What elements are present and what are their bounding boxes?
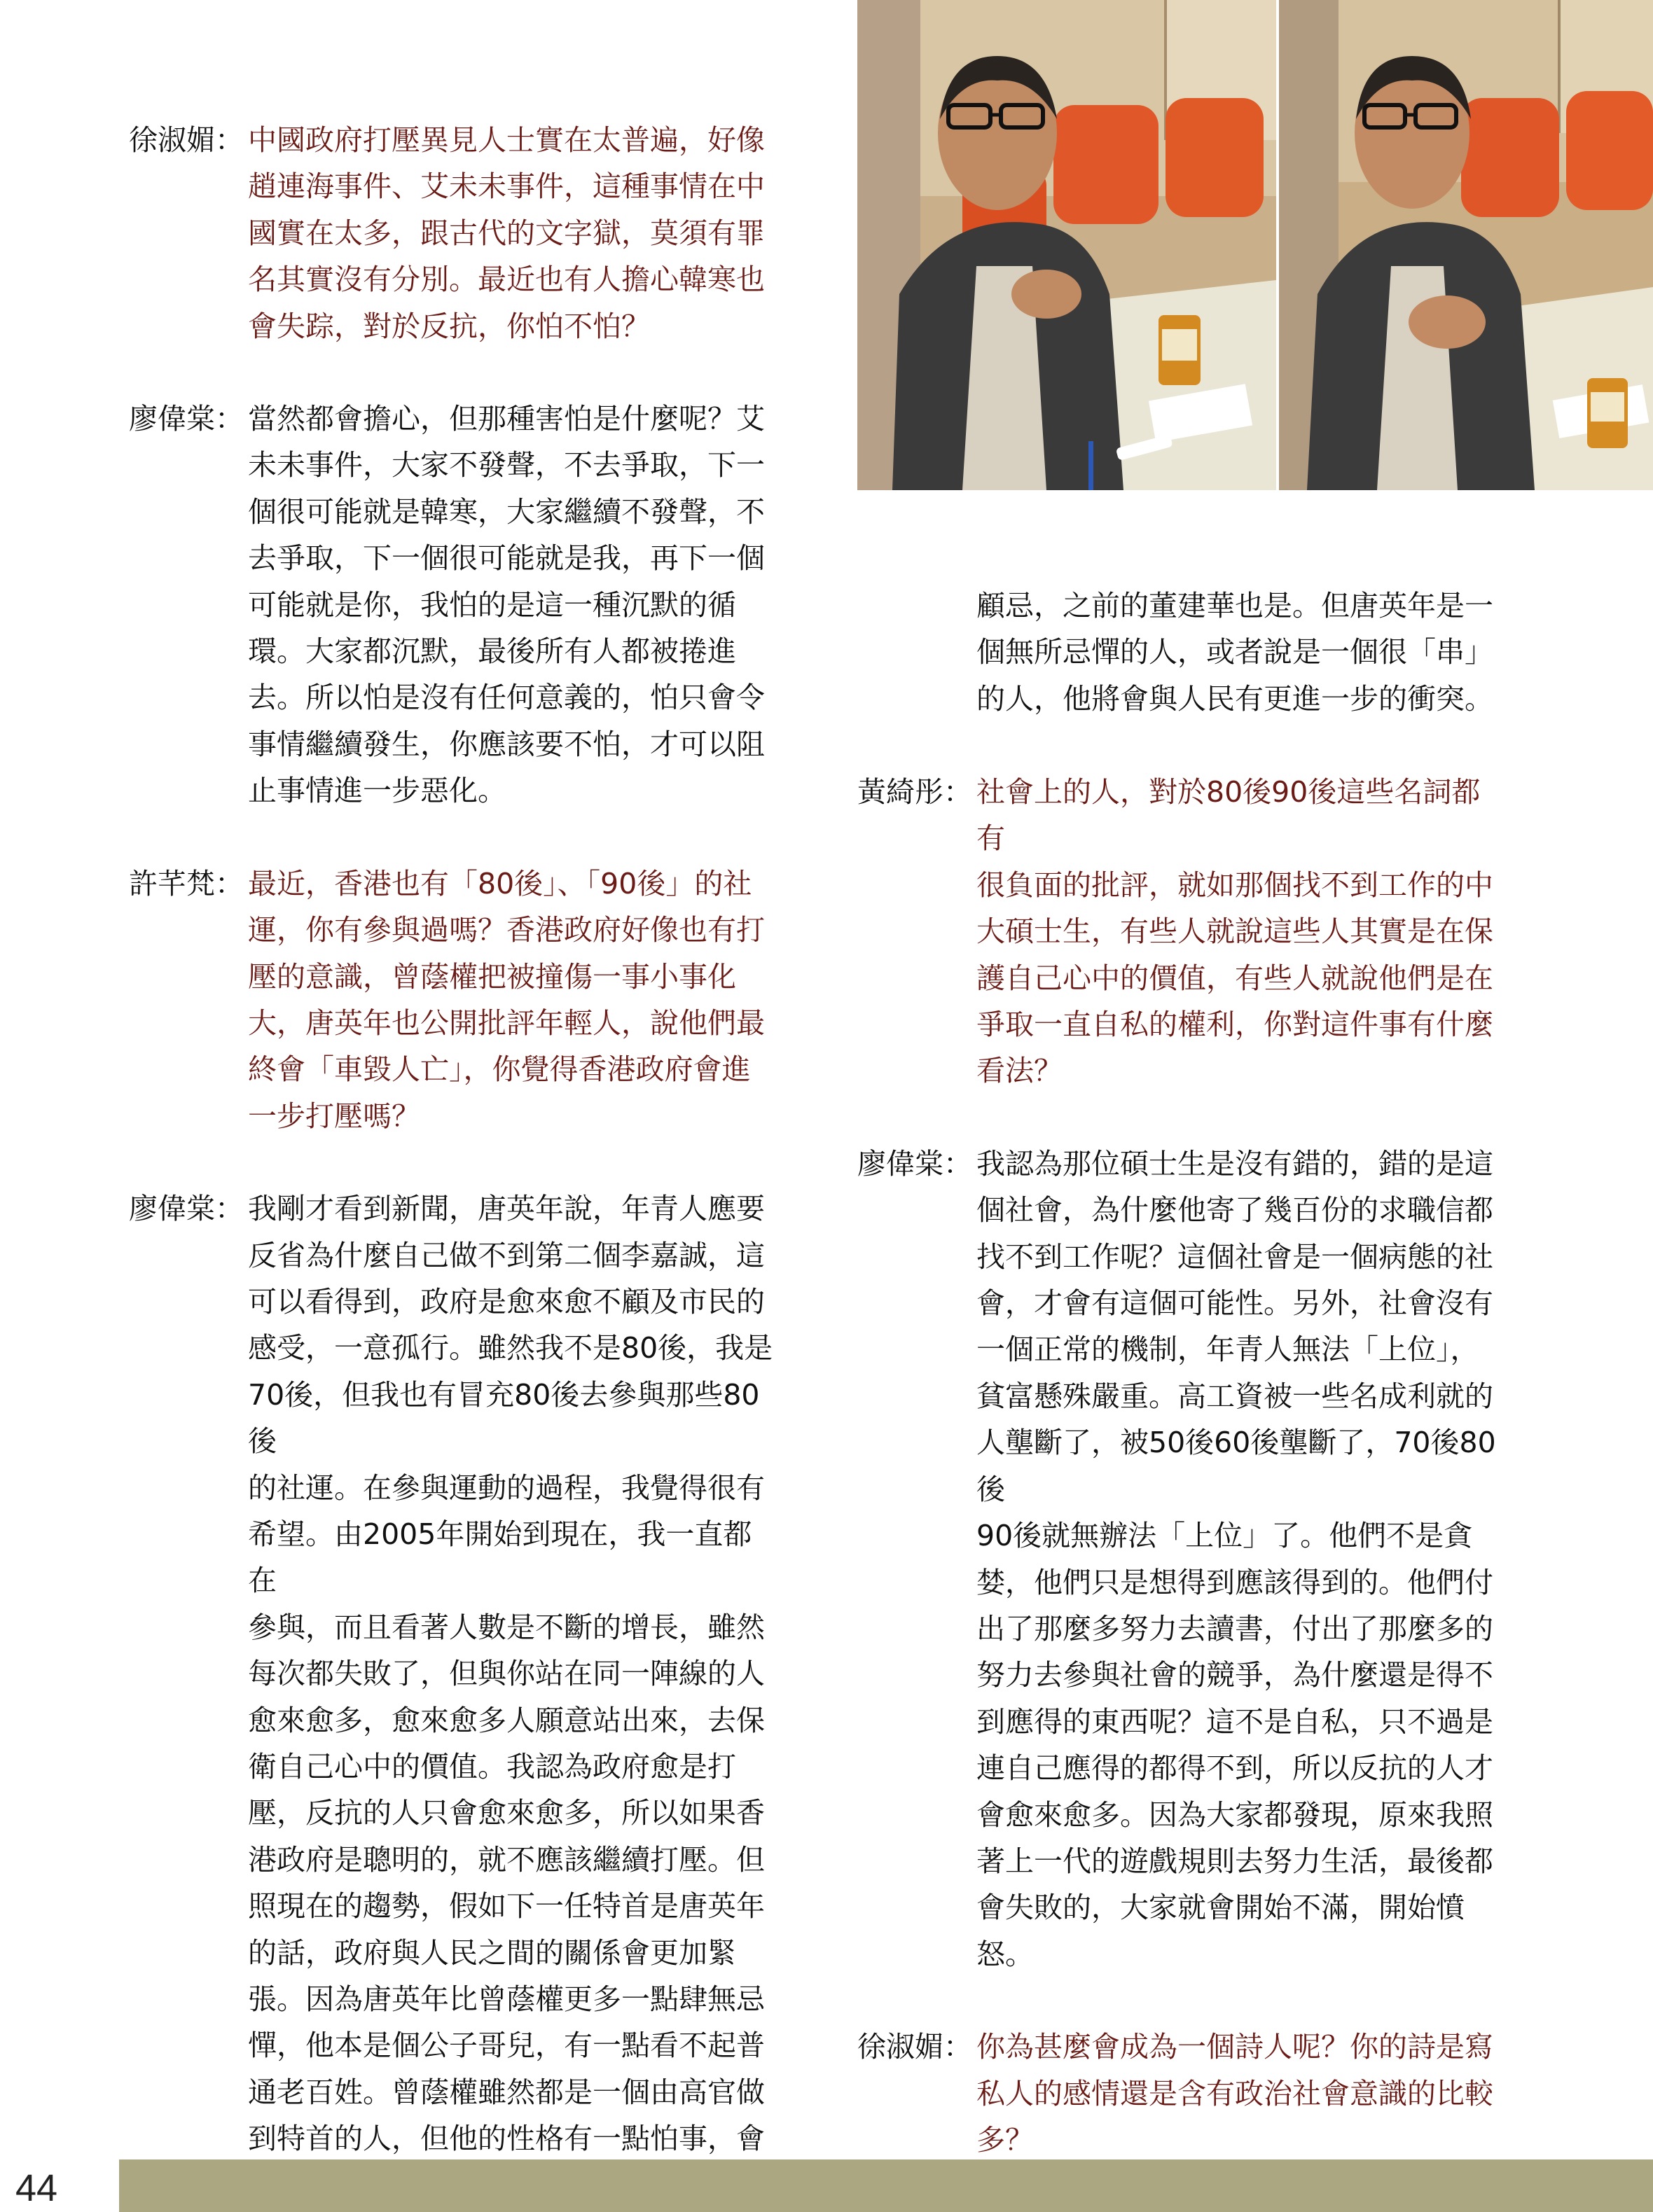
dialogue-entry: [857, 2024, 1509, 2163]
speaker-name: 廖偉棠：: [129, 1192, 244, 1226]
interview-photo-left: [857, 0, 1276, 490]
dialogue-entry: [129, 861, 780, 1139]
speaker-name: 黃綺彤：: [857, 775, 972, 809]
interview-photo-panel: [857, 0, 1653, 490]
dialogue-entry: [129, 117, 780, 349]
dialogue-entry: [129, 396, 780, 814]
page-number: 44: [15, 2167, 58, 2209]
answer-text: 當然都會擔心，但那種害怕是什麼呢？艾 未未事件，大家不發聲，不去爭取，下一 個很可能就是韓寒，大家繼續不發聲，不 去爭取，下一個很可能就是我，再下一個 可能就是你，我怕的是這一種沉默的循 環。大家都沉默，最後所有人都被捲進 去。所以怕是沒有任何意義的，怕只會令 事情繼續發生，你應該要不怕，才可以阻 止事情進一步惡化。: [248, 402, 765, 808]
left-column: [129, 117, 780, 2208]
question-text: 社會上的人，對於80後90後這些名詞都有 很負面的批評，就如那個找不到工作的中 大碩士生，有些人就說這些人其實是在保 護自己心中的價值，有些人就說他們是在 爭取一直自私的權利，你對這件事有什麼 看法？: [976, 775, 1493, 1088]
speaker-name: 廖偉棠：: [129, 402, 244, 436]
speaker-name: 徐淑媚：: [129, 123, 244, 157]
question-text: 中國政府打壓異見人士實在太普遍，好像 趙連海事件、艾未未事件，這種事情在中 國實在太多，跟古代的文字獄，莫須有罪 名其實沒有分別。最近也有人擔心韓寒也 會失踪，對於反抗，你怕不怕？: [248, 123, 765, 343]
dialogue-entry: [857, 1141, 1509, 1977]
right-column: [857, 769, 1509, 2209]
right-column-continuation: [857, 583, 1509, 722]
question-text: 最近，香港也有「80後」、「90後」的社 運，你有參與過嗎？香港政府好像也有打 壓的意識，曾蔭權把被撞傷一事小事化 大，唐英年也公開批評年輕人，說他們最 終會「車毀人亡」，你覺得香港政府會進 一步打壓嗎？: [248, 866, 765, 1133]
dialogue-entry: [129, 1185, 780, 2162]
speaker-name: 許芊梵：: [129, 866, 244, 900]
interview-photo-right: [1279, 0, 1653, 490]
speaker-name: 徐淑媚：: [857, 2030, 972, 2064]
answer-continuation: [857, 583, 1509, 722]
question-text: 你為甚麼會成為一個詩人呢？你的詩是寫 私人的感情還是含有政治社會意識的比較 多？: [976, 2030, 1493, 2157]
answer-text: 我剛才看到新聞，唐英年說，年青人應要 反省為什麼自己做不到第二個李嘉誠，這 可以看得到，政府是愈來愈不顧及市民的 感受，一意孤行。雖然我不是80後，我是 70後，但我也有冒充80後去參與那些80後 的社運。在參與運動的過程，我覺得很有 希望。由2005年開始到現在，我一直都在 參與，而且看著人數是不斷的增長，雖然 每次都失敗了，但與你站在同一陣線的人 愈來愈多，愈來愈多人願意站出來，去保 衛自己心中的價值。我認為政府愈是打 壓，反抗的人只會愈來愈多，所以如果香 港政府是聰明的，就不應該繼續打壓。但 照現在的趨勢，假如下一任特首是唐英年 的話，政府與人民之間的關係會更加緊 張。因為唐英年比曾蔭權更多一點肆無忌 憚，他本是個公子哥兒，有一點看不起普 通老百姓。曾蔭權雖然都是一個由高官做 到特首的人，但他的性格有一點怕事，會: [248, 1192, 773, 2156]
answer-text: 顧忌，之前的董建華也是。但唐英年是一 個無所忌憚的人，或者說是一個很「串」 的人，他將會與人民有更進一步的衝突。: [976, 589, 1493, 716]
dialogue-entry: [857, 769, 1509, 1094]
answer-text: 我認為那位碩士生是沒有錯的，錯的是這 個社會，為什麼他寄了幾百份的求職信都 找不到工作呢？這個社會是一個病態的社 會，才會有這個可能性。另外，社會沒有 一個正常的機制，年青人無法「上位」， 貧富懸殊嚴重。高工資被一些名成利就的 人壟斷了，被50後60後壟斷了，70後80後 90後就無辦法「上位」了。他們不是貪 婪，他們只是想得到應該得到的。他們付 出了那麼多努力去讀書，付出了那麼多的 努力去參與社會的競爭，為什麼還是得不 到應得的東西呢？這不是自私，只不過是 連自己應得的都得不到，所以反抗的人才 會愈來愈多。因為大家都發現，原來我照 著上一代的遊戲規則去努力生活，最後都 會失敗的，大家就會開始不滿，開始憤 怒。: [976, 1146, 1496, 1971]
footer-bar: [119, 2159, 1653, 2212]
speaker-name: 廖偉棠：: [857, 1146, 972, 1181]
